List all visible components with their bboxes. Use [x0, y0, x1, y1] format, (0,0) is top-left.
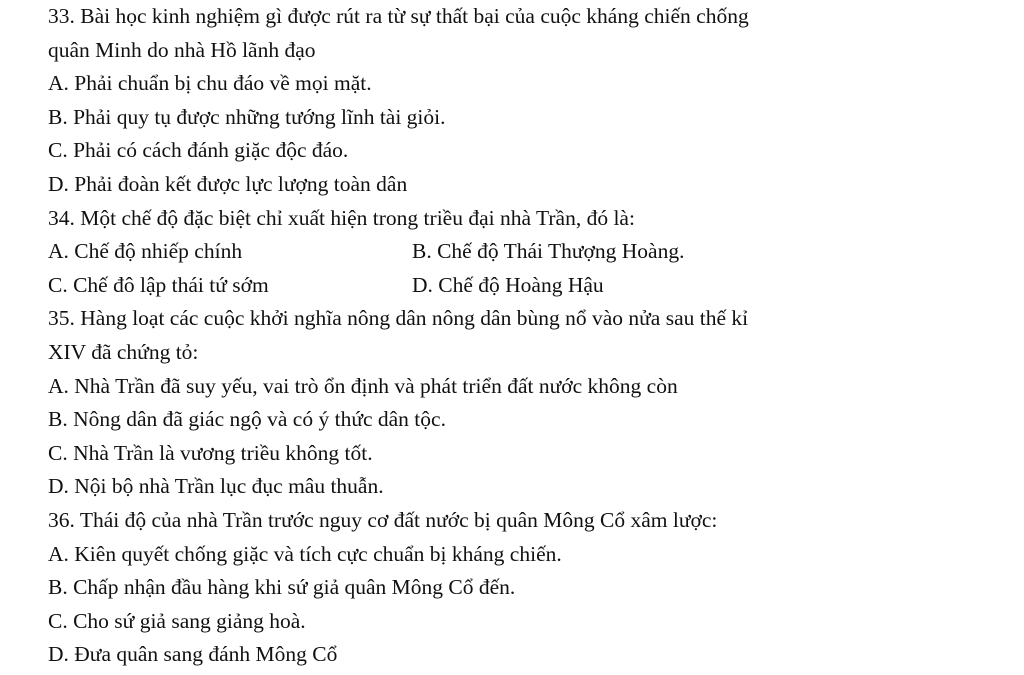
question-36-option-b: B. Chấp nhận đầu hàng khi sứ giả quân Mông Cổ đến. [48, 575, 516, 600]
question-33-option-b: B. Phải quy tụ được những tướng lĩnh tài giỏi. [48, 104, 446, 129]
question-34 [48, 202, 1008, 303]
question-34-option-c: C. Chế đô lập thái tứ sớm [48, 272, 269, 297]
question-33-option-a: A. Phải chuẩn bị chu đáo về mọi mặt. [48, 71, 372, 96]
question-33-stem-line-2: quân Minh do nhà Hồ lãnh đạo [48, 37, 316, 62]
question-35 [48, 302, 1008, 504]
question-34-options-row-1 [48, 235, 1008, 269]
question-36-stem-line-1: 36. Thái độ của nhà Trần trước nguy cơ đất nước bị quân Mông Cổ xâm lược: [48, 507, 718, 532]
question-34-option-a: A. Chế độ nhiếp chính [48, 239, 243, 264]
question-34-option-d: D. Chế độ Hoàng Hậu [412, 272, 604, 297]
question-35-option-d: D. Nội bộ nhà Trần lục đục mâu thuẫn. [48, 474, 384, 499]
question-35-option-b: B. Nông dân đã giác ngộ và có ý thức dân tộc. [48, 407, 446, 432]
question-35-option-c: C. Nhà Trần là vương triều không tốt. [48, 440, 373, 465]
question-36-option-d: D. Đưa quân sang đánh Mông Cổ [48, 642, 338, 667]
question-34-options-row-2 [48, 269, 1008, 303]
question-34-stem-line-1: 34. Một chế độ đặc biệt chỉ xuất hiện trong triều đại nhà Trần, đó là: [48, 205, 635, 230]
question-35-stem-line-2: XIV đã chứng tỏ: [48, 339, 199, 364]
question-36 [48, 504, 1008, 672]
question-35-stem-line-1: 35. Hàng loạt các cuộc khởi nghĩa nông dân nông dân bùng nổ vào nửa sau thế kỉ [48, 306, 749, 331]
question-33 [48, 0, 1008, 202]
question-33-option-c: C. Phải có cách đánh giặc độc đáo. [48, 138, 349, 163]
question-35-option-a: A. Nhà Trần đã suy yếu, vai trò ổn định và phát triển đất nước không còn [48, 373, 678, 398]
question-sheet [48, 0, 1008, 672]
question-36-option-a: A. Kiên quyết chống giặc và tích cực chuẩn bị kháng chiến. [48, 541, 562, 566]
question-34-option-b: B. Chế độ Thái Thượng Hoàng. [412, 239, 685, 264]
question-33-option-d: D. Phải đoàn kết được lực lượng toàn dân [48, 171, 408, 196]
question-36-option-c: C. Cho sứ giả sang giảng hoà. [48, 608, 306, 633]
question-33-stem-line-1: 33. Bài học kinh nghiệm gì được rút ra từ sự thất bại của cuộc kháng chiến chống [48, 4, 749, 28]
